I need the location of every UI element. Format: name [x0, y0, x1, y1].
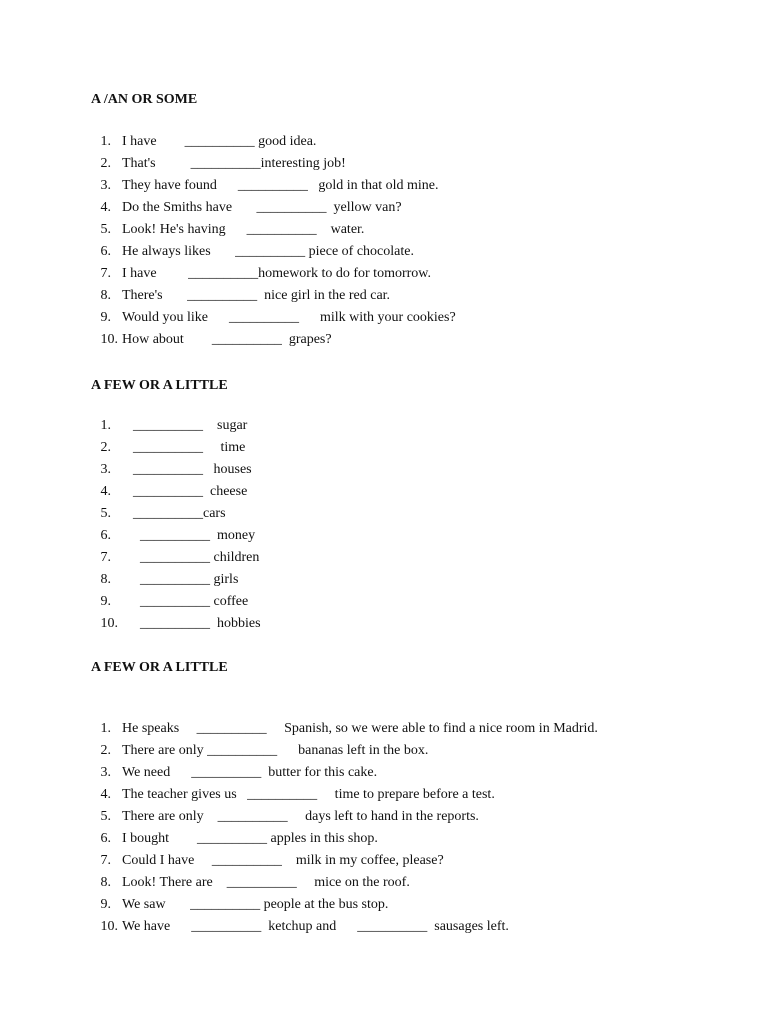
item-number: 9. [100, 594, 111, 609]
item-text: __________ coffee [133, 594, 249, 609]
item-text: Would you like __________ milk with your cookies? [122, 310, 456, 325]
item-text: Do the Smiths have __________ yellow van? [122, 200, 402, 215]
item-number: 9. [100, 897, 111, 912]
item-number: 3. [100, 178, 111, 193]
item-text: __________ money [133, 528, 256, 543]
item-number: 2. [100, 743, 111, 758]
item-number: 5. [100, 506, 111, 521]
item-text: I have __________ good idea. [122, 134, 317, 149]
item-number: 1. [100, 418, 111, 433]
item-number: 7. [100, 550, 111, 565]
item-text: __________ girls [133, 572, 239, 587]
item-text: There are only __________ bananas left in the box. [122, 743, 429, 758]
item-number: 1. [100, 721, 111, 736]
item-number: 2. [100, 156, 111, 171]
item-number: 6. [100, 528, 111, 543]
section-heading-a-an-some: A /AN OR SOME [91, 92, 198, 107]
item-text: How about __________ grapes? [122, 332, 332, 347]
item-number: 5. [100, 222, 111, 237]
item-number: 10. [100, 332, 118, 347]
item-number: 9. [100, 310, 111, 325]
item-text: __________ houses [133, 462, 252, 477]
item-text: __________ cheese [133, 484, 248, 499]
item-text: __________cars [133, 506, 226, 521]
item-number: 4. [100, 484, 111, 499]
item-text: __________ children [133, 550, 260, 565]
item-text: The teacher gives us __________ time to prepare before a test. [122, 787, 495, 802]
item-number: 8. [100, 875, 111, 890]
item-number: 7. [100, 853, 111, 868]
item-text: We need __________ butter for this cake. [122, 765, 378, 780]
item-text: They have found __________ gold in that old mine. [122, 178, 439, 193]
item-text: That's __________interesting job! [122, 156, 346, 171]
item-number: 8. [100, 572, 111, 587]
item-number: 5. [100, 809, 111, 824]
item-number: 4. [100, 200, 111, 215]
item-text: __________ hobbies [133, 616, 261, 631]
item-text: I bought __________ apples in this shop. [122, 831, 378, 846]
item-text: I have __________homework to do for tomorrow. [122, 266, 431, 281]
item-number: 1. [100, 134, 111, 149]
item-text: Could I have __________ milk in my coffee, please? [122, 853, 444, 868]
item-number: 10. [100, 616, 118, 631]
section-heading-a-few-a-little-sentences: A FEW OR A LITTLE [91, 660, 228, 675]
item-text: He always likes __________ piece of chocolate. [122, 244, 414, 259]
item-text: __________ time [133, 440, 246, 455]
item-number: 8. [100, 288, 111, 303]
item-number: 7. [100, 266, 111, 281]
item-text: There are only __________ days left to hand in the reports. [122, 809, 479, 824]
item-text: Look! He's having __________ water. [122, 222, 365, 237]
item-number: 4. [100, 787, 111, 802]
item-text: We saw __________ people at the bus stop. [122, 897, 389, 912]
item-text: We have __________ ketchup and __________ sausages left. [122, 919, 509, 934]
item-number: 6. [100, 831, 111, 846]
item-text: There's __________ nice girl in the red car. [122, 288, 391, 303]
item-number: 10. [100, 919, 118, 934]
item-number: 2. [100, 440, 111, 455]
item-text: Look! There are __________ mice on the roof. [122, 875, 410, 890]
item-text: He speaks __________ Spanish, so we were able to find a nice room in Madrid. [122, 721, 598, 736]
item-text: __________ sugar [133, 418, 248, 433]
section-heading-a-few-a-little: A FEW OR A LITTLE [91, 378, 228, 393]
item-number: 3. [100, 765, 111, 780]
item-number: 6. [100, 244, 111, 259]
item-number: 3. [100, 462, 111, 477]
